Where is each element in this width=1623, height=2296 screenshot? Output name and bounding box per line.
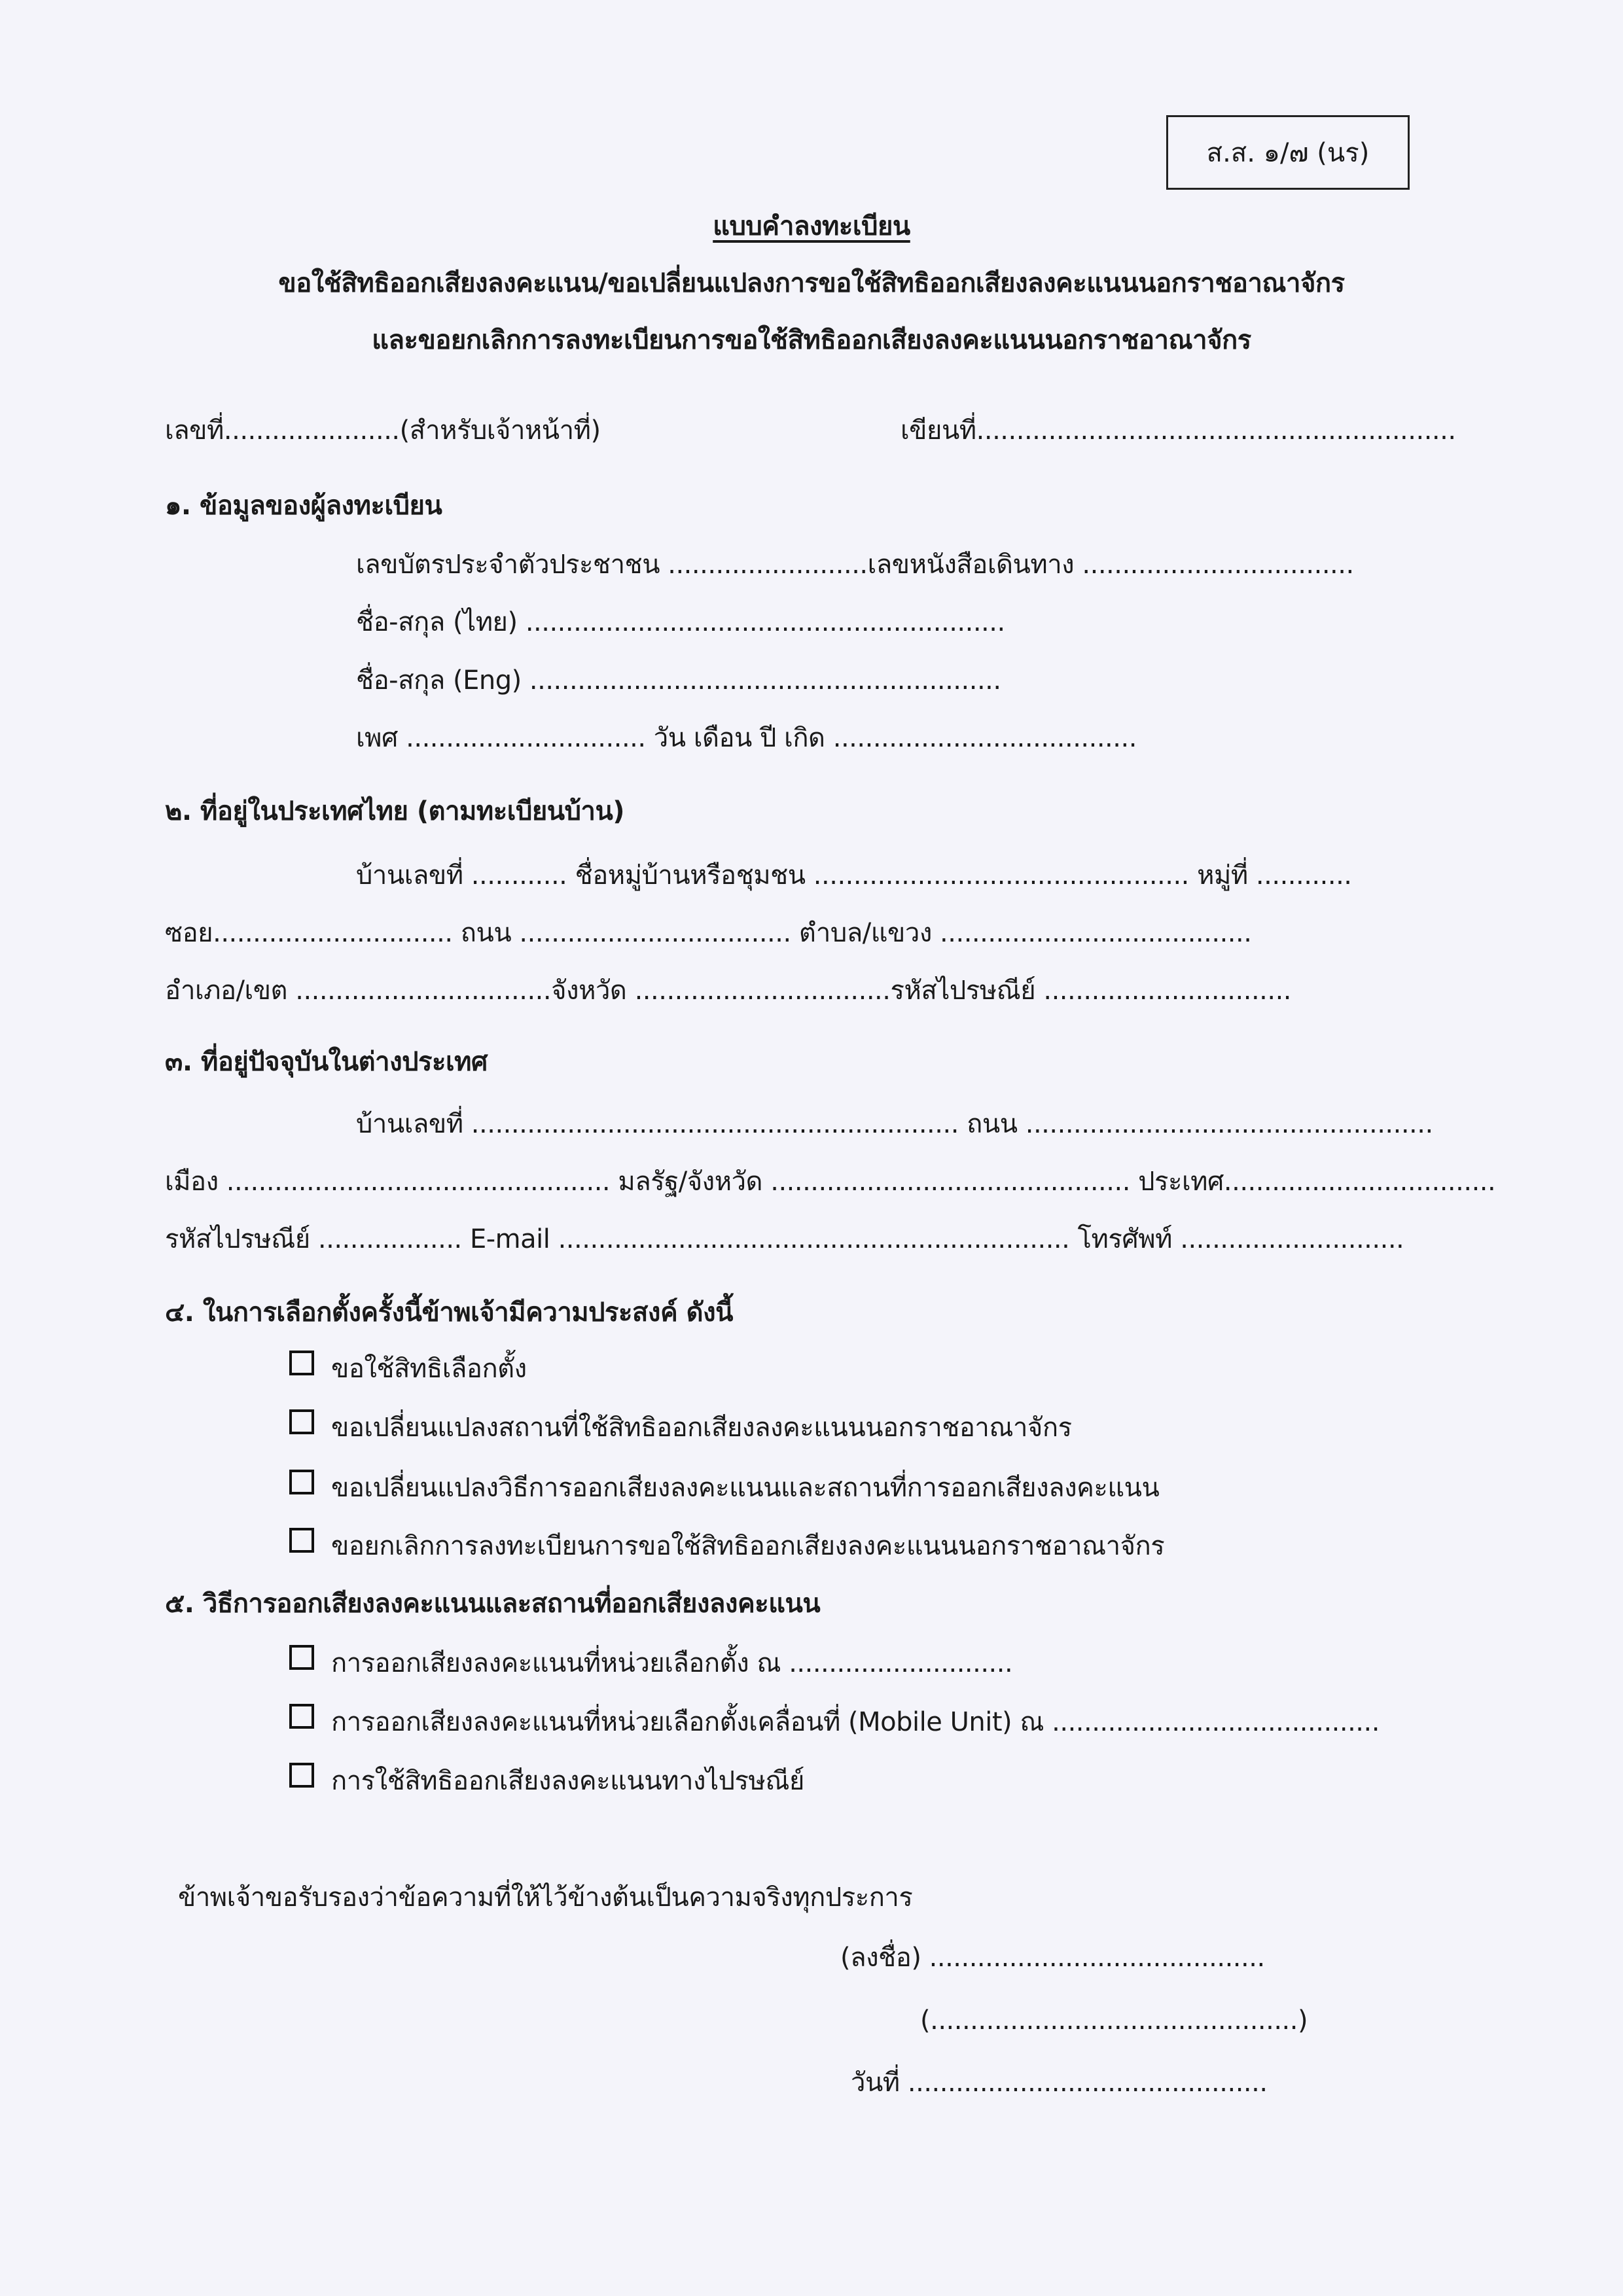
- name-eng-field[interactable]: ชื่อ-สกุล (Eng) ...........................................................: [356, 665, 1001, 696]
- checkbox-cancel-registration[interactable]: [289, 1528, 314, 1553]
- checkbox-change-method[interactable]: [289, 1470, 314, 1494]
- signature-date-field[interactable]: วันที่ .............................................: [851, 2068, 1268, 2098]
- option-cancel-registration: ขอยกเลิกการลงทะเบียนการขอใช้สิทธิออกเสียงลงคะแนนนอกราชอาณาจักร: [331, 1531, 1165, 1561]
- written-at-field[interactable]: เขียนที่............................................................: [901, 415, 1456, 446]
- thai-address-line1[interactable]: บ้านเลขที่ ............ ชื่อหมู่บ้านหรือชุมชน ............................................... หมู่ที่ ............: [356, 860, 1352, 891]
- signature-field[interactable]: (ลงชื่อ) ..........................................: [840, 1943, 1265, 1973]
- option-postal-vote: การใช้สิทธิออกเสียงลงคะแนนทางไปรษณีย์: [331, 1766, 804, 1796]
- foreign-address-line2[interactable]: เมือง ................................................ มลรัฐ/จังหวัด ............................................. ประเทศ..................................: [165, 1167, 1496, 1197]
- checkbox-postal-vote[interactable]: [289, 1763, 314, 1788]
- section3-heading: ๓. ที่อยู่ปัจจุบันในต่างประเทศ: [165, 1047, 488, 1077]
- checkbox-polling-station[interactable]: [289, 1645, 314, 1670]
- certification-text: ข้าพเจ้าขอรับรองว่าข้อความที่ให้ไว้ข้างต้นเป็นความจริงทุกประการ: [178, 1882, 913, 1913]
- checkbox-change-location[interactable]: [289, 1409, 314, 1434]
- sex-dob-field[interactable]: เพศ .............................. วัน เดือน ปี เกิด ......................................: [356, 723, 1137, 753]
- section4-heading: ๔. ในการเลือกตั้งครั้งนี้ข้าพเจ้ามีความประสงค์ ดังนี้: [165, 1298, 733, 1328]
- form-subtitle-1: ขอใช้สิทธิออกเสียงลงคะแนน/ขอเปลี่ยนแปลงการขอใช้สิทธิออกเสียงลงคะแนนนอกราชอาณาจักร: [278, 268, 1345, 298]
- number-field[interactable]: เลขที่......................(สำหรับเจ้าหน้าที่): [165, 415, 601, 446]
- option-mobile-unit: การออกเสียงลงคะแนนที่หน่วยเลือกตั้งเคลื่อนที่ (Mobile Unit) ณ .........................................: [331, 1707, 1380, 1737]
- signature-name-field[interactable]: (..............................................): [920, 2005, 1308, 2036]
- option-change-method: ขอเปลี่ยนแปลงวิธีการออกเสียงลงคะแนนและสถานที่การออกเสียงลงคะแนน: [331, 1473, 1160, 1503]
- form-code-box: [1166, 115, 1410, 190]
- section2-heading: ๒. ที่อยู่ในประเทศไทย (ตามทะเบียนบ้าน): [165, 796, 625, 826]
- section5-heading: ๕. วิธีการออกเสียงลงคะแนนและสถานที่ออกเสียงลงคะแนน: [165, 1589, 821, 1619]
- option-vote: ขอใช้สิทธิเลือกตั้ง: [331, 1354, 527, 1384]
- id-passport-field[interactable]: เลขบัตรประจำตัวประชาชน .........................เลขหนังสือเดินทาง ..................................: [356, 550, 1354, 580]
- form-code: ส.ส. ๑/๗ (นร): [1206, 138, 1370, 168]
- foreign-address-line1[interactable]: บ้านเลขที่ ............................................................. ถนน ...................................................: [356, 1109, 1433, 1139]
- form-subtitle-2: และขอยกเลิกการลงทะเบียนการขอใช้สิทธิออกเสียงลงคะแนนนอกราชอาณาจักร: [372, 325, 1251, 355]
- checkbox-mobile-unit[interactable]: [289, 1704, 314, 1729]
- form-title: แบบคำลงทะเบียน: [713, 211, 910, 241]
- option-polling-station: การออกเสียงลงคะแนนที่หน่วยเลือกตั้ง ณ ............................: [331, 1648, 1013, 1678]
- option-change-location: ขอเปลี่ยนแปลงสถานที่ใช้สิทธิออกเสียงลงคะแนนนอกราชอาณาจักร: [331, 1413, 1072, 1443]
- foreign-address-line3[interactable]: รหัสไปรษณีย์ .................. E-mail ................................................................ โทรศัพท์ ............................: [165, 1224, 1404, 1254]
- section1-heading: ๑. ข้อมูลของผู้ลงทะเบียน: [165, 491, 442, 521]
- thai-address-line3[interactable]: อำเภอ/เขต ................................จังหวัด ................................รหัสไปรษณีย์ ...............................: [165, 976, 1292, 1006]
- thai-address-line2[interactable]: ซอย.............................. ถนน .................................. ตำบล/แขวง .......................................: [165, 918, 1252, 948]
- name-thai-field[interactable]: ชื่อ-สกุล (ไทย) ............................................................: [356, 607, 1005, 637]
- checkbox-vote[interactable]: [289, 1351, 314, 1375]
